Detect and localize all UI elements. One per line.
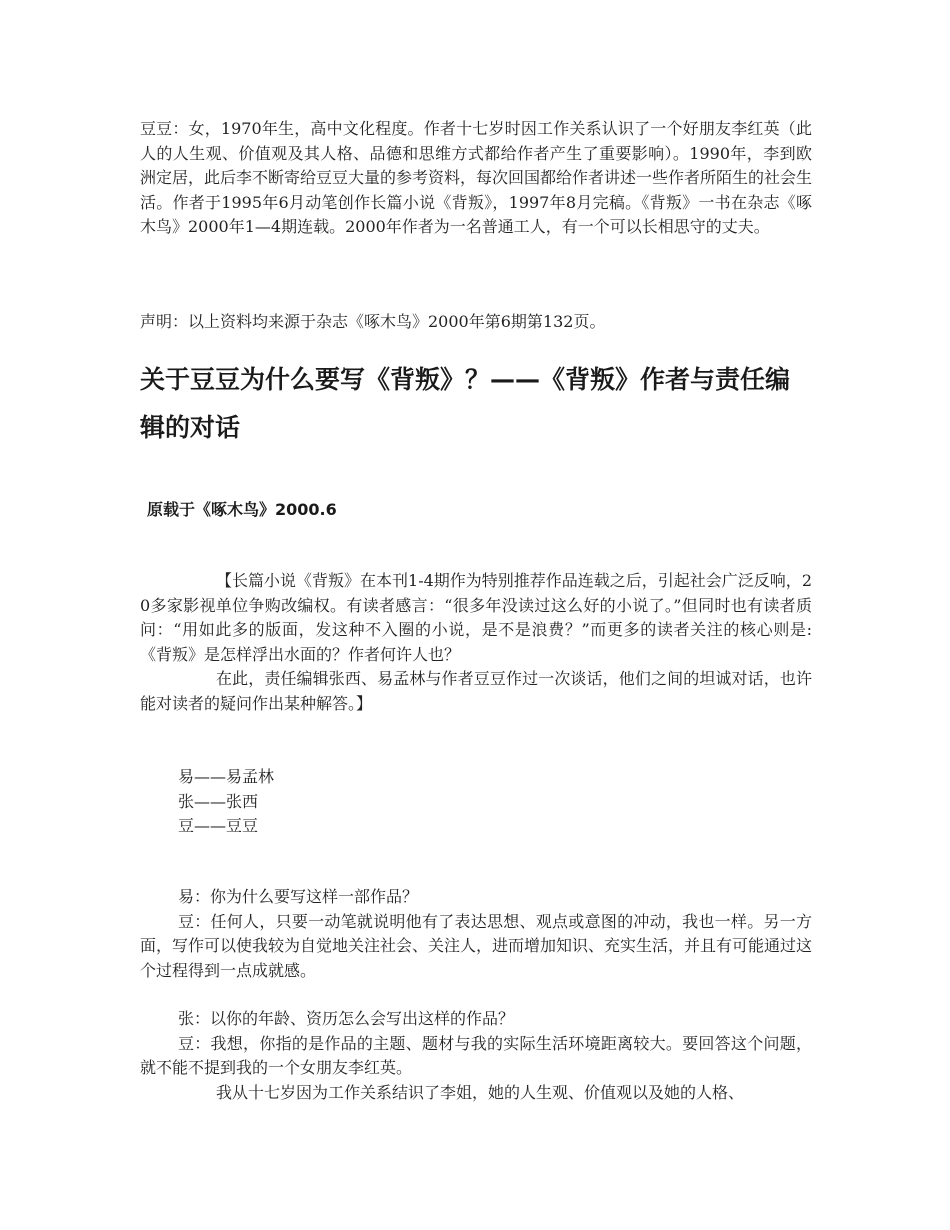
dialog-question: 易：你为什么要写这样一部作品？: [178, 887, 419, 906]
speaker-legend-item: 豆——豆豆: [178, 816, 259, 835]
original-source-line: 原载于《啄木鸟》2000.6: [147, 500, 337, 519]
intro-paragraph-1: 【长篇小说《背叛》在本刊1-4期作为特别推荐作品连载之后，引起社会广泛反响，20多家影视单位争购改编权。有读者感言：“很多年没读过这么好的小说了。”但同时也有读者质问：“用如此多的版面，发这种不入圈的小说，是不是浪费？”而更多的读者关注的核心则是:《背叛》是怎样浮出水面的？作者何许人也？: [140, 571, 812, 664]
speaker-legend-item: 易——易孟林: [178, 767, 275, 786]
dialog-question: 张：以你的年龄、资历怎么会写出这样的作品？: [178, 1009, 515, 1028]
editor-intro: [140, 569, 812, 716]
speaker-legend-item: 张——张西: [178, 791, 259, 811]
source-statement: 声明：以上资料均来源于杂志《啄木鸟》2000年第6期第132页。: [140, 312, 606, 331]
author-bio-paragraph: 豆豆：女，1970年生，高中文化程度。作者十七岁时因工作关系认识了一个好朋友李红英（此人的人生观、价值观及其人格、品德和思维方式都给作者产生了重要影响）。1990年，李到欧洲定居，此后李不断寄给豆豆大量的参考资料，每次回国都给作者讲述一些作者所陌生的社会生活。作者于1995年6月动笔创作长篇小说《背叛》，1997年8月完稿。《背叛》一书在杂志《啄木鸟》2000年1—4期连载。2000年作者为一名普通工人，有一个可以长相思守的丈夫。: [140, 119, 813, 236]
dialog-block-2: [140, 1007, 812, 1105]
article-title: 关于豆豆为什么要写《背叛》？——《背叛》作者与责任编辑的对话: [140, 365, 791, 442]
dialog-block-1: [140, 885, 812, 983]
dialog-answer: 豆：我想，你指的是作品的主题、题材与我的实际生活环境距离较大。要回答这个问题，就不能不提到我的一个女朋友李红英。: [140, 1033, 812, 1077]
intro-paragraph-2: 在此，责任编辑张西、易孟林与作者豆豆作过一次谈话，他们之间的坦诚对话，也许能对读者的疑问作出某种解答。】: [140, 669, 812, 713]
speaker-legend: [178, 765, 274, 839]
dialog-answer-continued: 我从十七岁因为工作关系结识了李姐，她的人生观、价值观以及她的人格、: [216, 1082, 745, 1102]
dialog-answer: 豆：任何人，只要一动笔就说明他有了表达思想、观点或意图的冲动，我也一样。另一方面，写作可以使我较为自觉地关注社会、关注人，进而增加知识、充实生活，并且有可能通过这个过程得到一点成就感。: [140, 911, 813, 980]
